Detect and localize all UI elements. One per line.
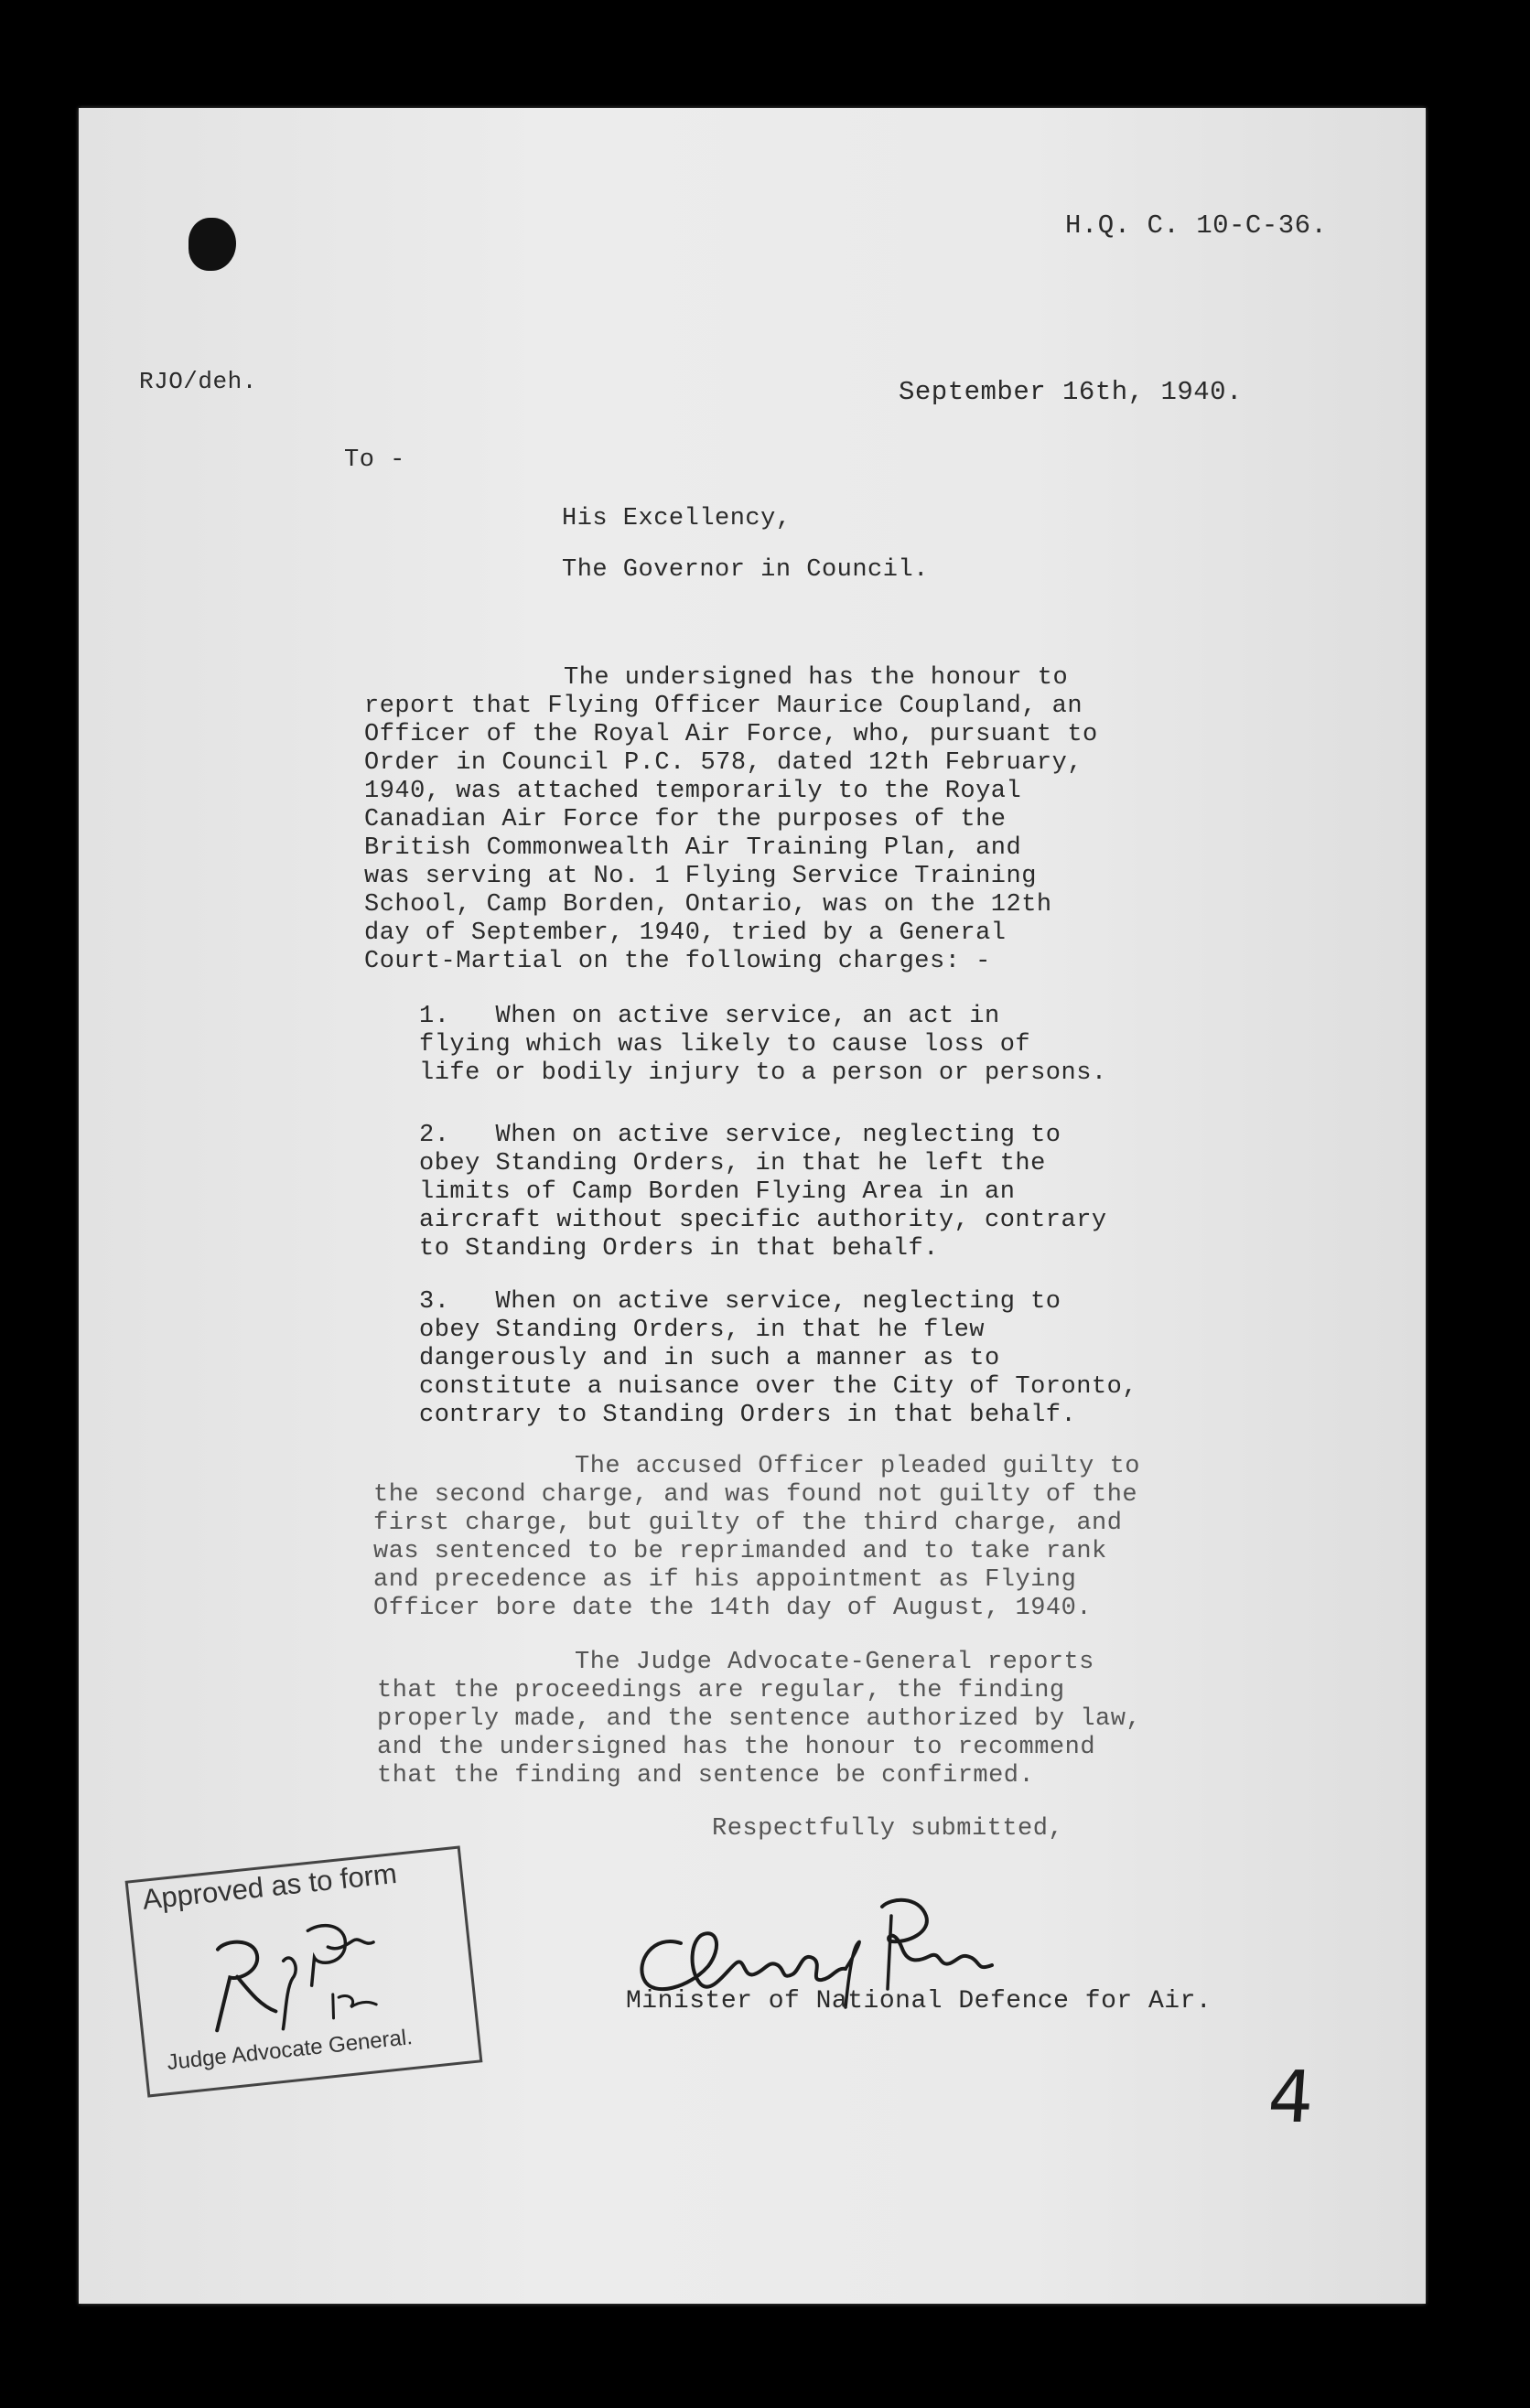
jag-signature bbox=[188, 1904, 400, 2043]
charge-line bbox=[419, 1122, 1107, 1150]
closing-phrase: Respectfully submitted, bbox=[712, 1815, 1064, 1843]
charge-2 bbox=[419, 1122, 1107, 1263]
to-label: To - bbox=[344, 446, 405, 474]
charge-line: aircraft without specific authority, contrary bbox=[419, 1207, 1107, 1234]
typist-initials: RJO/deh. bbox=[139, 368, 257, 395]
charge-number: 1. bbox=[419, 1003, 450, 1030]
document-sheet bbox=[79, 108, 1426, 2304]
ink-blot bbox=[189, 218, 236, 271]
charge-text: When on active service, neglecting to bbox=[495, 1122, 1061, 1149]
addressee-line-1: His Excellency, bbox=[562, 505, 792, 532]
jag-line: and the undersigned has the honour to recommend bbox=[377, 1734, 1096, 1761]
charge-number: 3. bbox=[419, 1288, 450, 1316]
charge-line: obey Standing Orders, in that he flew bbox=[419, 1317, 985, 1344]
charge-line: flying which was likely to cause loss of bbox=[419, 1031, 1031, 1059]
intro-line: Court-Martial on the following charges: - bbox=[364, 948, 991, 975]
jag-line: that the finding and sentence be confirmed. bbox=[377, 1762, 1035, 1790]
intro-paragraph bbox=[364, 664, 1098, 976]
intro-line: report that Flying Officer Maurice Coupland, an bbox=[364, 693, 1083, 720]
charge-line: contrary to Standing Orders in that behalf. bbox=[419, 1402, 1077, 1429]
charge-line: to Standing Orders in that behalf. bbox=[419, 1235, 939, 1263]
stamp-bottom-text: Judge Advocate General. bbox=[166, 2025, 415, 2076]
charge-text: When on active service, an act in bbox=[495, 1003, 1000, 1030]
verdict-line: Officer bore date the 14th day of August, 1940. bbox=[373, 1595, 1093, 1622]
verdict-line: the second charge, and was found not guilty of the bbox=[373, 1481, 1138, 1509]
intro-line: day of September, 1940, tried by a General bbox=[364, 919, 1007, 947]
intro-line: Officer of the Royal Air Force, who, pursuant to bbox=[364, 721, 1098, 748]
charge-1 bbox=[419, 1003, 1107, 1088]
charge-line bbox=[419, 1003, 1107, 1031]
charge-line: limits of Camp Borden Flying Area in an bbox=[419, 1178, 1016, 1206]
page-number: 4 bbox=[1265, 2057, 1317, 2139]
verdict-line: and precedence as if his appointment as Flying bbox=[373, 1566, 1077, 1594]
stamp-top-text: Approved as to form bbox=[140, 1856, 399, 1916]
intro-line: was serving at No. 1 Flying Service Training bbox=[364, 863, 1037, 890]
verdict-line: The accused Officer pleaded guilty to bbox=[575, 1453, 1140, 1480]
approval-stamp bbox=[125, 1845, 483, 2097]
intro-line: Canadian Air Force for the purposes of the bbox=[364, 806, 1007, 833]
intro-line: 1940, was attached temporarily to the Royal bbox=[364, 778, 1022, 805]
signature-title: Minister of National Defence for Air. bbox=[626, 1987, 1212, 2016]
intro-line: The undersigned has the honour to bbox=[564, 664, 1069, 692]
verdict-line: first charge, but guilty of the third charge, and bbox=[373, 1510, 1123, 1537]
charge-3 bbox=[419, 1288, 1137, 1430]
intro-line: School, Camp Borden, Ontario, was on the 12th bbox=[364, 891, 1052, 919]
charge-line bbox=[419, 1288, 1137, 1317]
charge-line: constitute a nuisance over the City of Toronto, bbox=[419, 1373, 1138, 1401]
letter-date: September 16th, 1940. bbox=[899, 377, 1243, 407]
charge-line: dangerously and in such a manner as to bbox=[419, 1345, 1000, 1372]
charge-text: When on active service, neglecting to bbox=[495, 1288, 1061, 1316]
charge-line: obey Standing Orders, in that he left the bbox=[419, 1150, 1046, 1177]
addressee-line-2: The Governor in Council. bbox=[562, 556, 929, 584]
jag-line: that the proceedings are regular, the finding bbox=[377, 1677, 1065, 1704]
intro-line: British Commonwealth Air Training Plan, and bbox=[364, 834, 1022, 862]
jag-paragraph bbox=[377, 1649, 1141, 1790]
verdict-paragraph bbox=[373, 1453, 1140, 1623]
file-reference: H.Q. C. 10-C-36. bbox=[1065, 210, 1328, 241]
charge-line: life or bodily injury to a person or persons. bbox=[419, 1059, 1107, 1087]
jag-line: properly made, and the sentence authorized by law, bbox=[377, 1705, 1142, 1733]
charge-number: 2. bbox=[419, 1122, 450, 1149]
intro-line: Order in Council P.C. 578, dated 12th February, bbox=[364, 749, 1083, 777]
verdict-line: was sentenced to be reprimanded and to take rank bbox=[373, 1538, 1107, 1565]
jag-line: The Judge Advocate-General reports bbox=[575, 1649, 1094, 1676]
